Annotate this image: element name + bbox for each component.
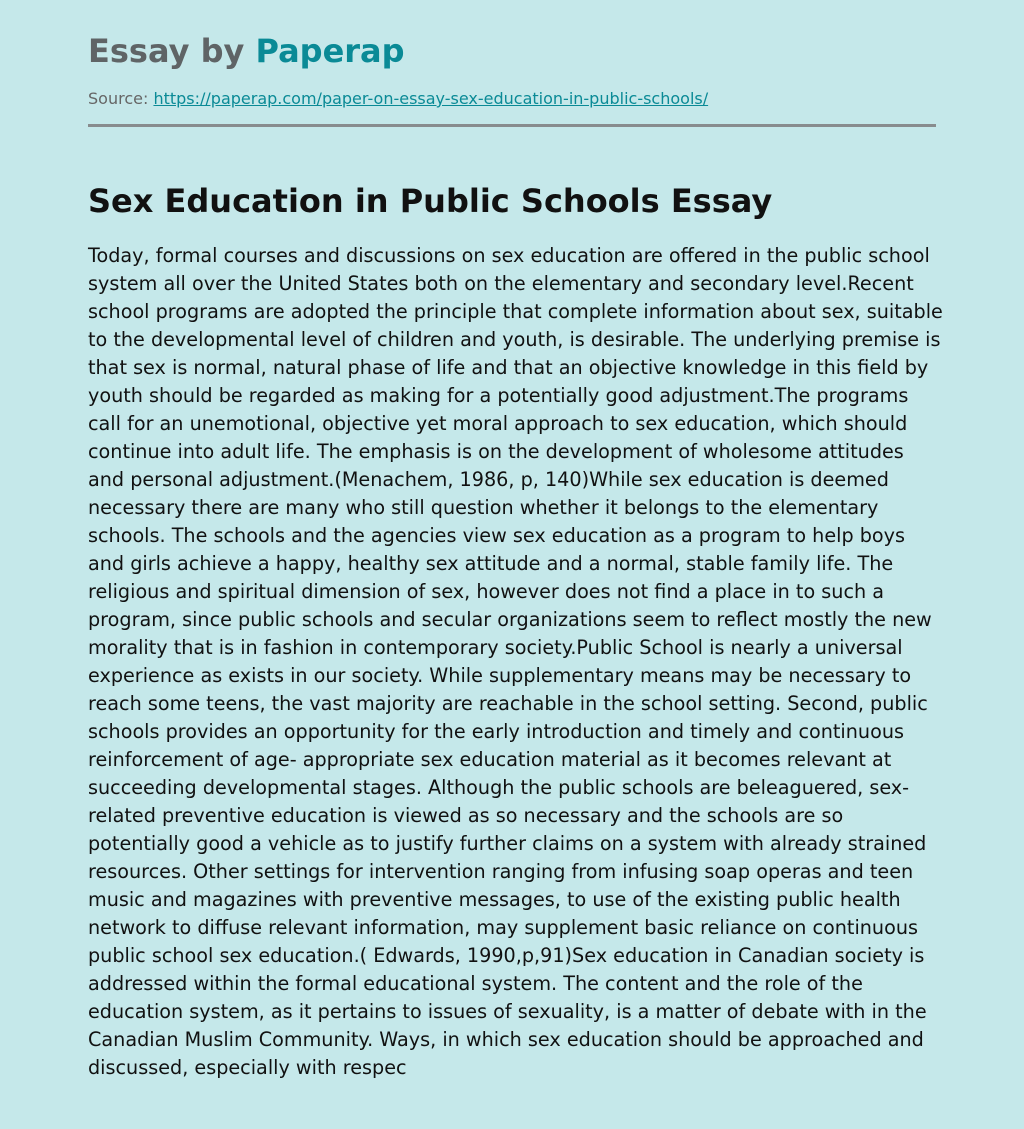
site-brand bbox=[88, 31, 405, 71]
page-title: Sex Education in Public Schools Essay bbox=[88, 182, 773, 220]
source-line bbox=[88, 88, 708, 110]
source-label: Source: bbox=[88, 89, 149, 108]
source-link[interactable]: https://paperap.com/paper-on-essay-sex-education-in-public-schools/ bbox=[153, 89, 709, 108]
brand-name[interactable]: Paperap bbox=[255, 32, 405, 70]
header-divider bbox=[88, 124, 936, 127]
brand-prefix: Essay by bbox=[88, 32, 256, 70]
essay-body: Today, formal courses and discussions on sex education are offered in the public school system all over the United States both on the elementary and secondary level.Recent school programs are adopted the principle that complete information about sex, suitable to the developmental level of children and youth, is desirable. The underlying premise is that sex is normal, natural phase of life and that an objective knowledge in this field by youth should be regarded as making for a potentially good adjustment.The programs call for an unemotional, objective yet moral approach to sex education, which should continue into adult life. The emphasis is on the development of wholesome attitudes and personal adjustment.(Menachem, 1986, p, 140)While sex education is deemed necessary there are many who still question whether it belongs to the elementary schools. The schools and the agencies view sex education as a program to help boys and girls achieve a happy, healthy sex attitude and a normal, stable family life. The religious and spiritual dimension of sex, however does not find a place in to such a program, since public schools and secular organizations seem to reflect mostly the new morality that is in fashion in contemporary society.Public School is nearly a universal experience as exists in our society. While supplementary means may be necessary to reach some teens, the vast majority are reachable in the school setting. Second, public schools provides an opportunity for the early introduction and timely and continuous reinforcement of age- appropriate sex education material as it becomes relevant at succeeding developmental stages. Although the public schools are beleaguered, sex-related preventive education is viewed as so necessary and the schools are so potentially good a vehicle as to justify further claims on a system with already strained resources. Other settings for intervention ranging from infusing soap operas and teen music and magazines with preventive messages, to use of the existing public health network to diffuse relevant information, may supplement basic reliance on continuous public school sex education.( Edwards, 1990,p,91)Sex education in Canadian society is addressed within the formal educational system. The content and the role of the education system, as it pertains to issues of sexuality, is a matter of debate with in the Canadian Muslim Community. Ways, in which sex education should be approached and discussed, especially with respec bbox=[88, 244, 943, 1079]
